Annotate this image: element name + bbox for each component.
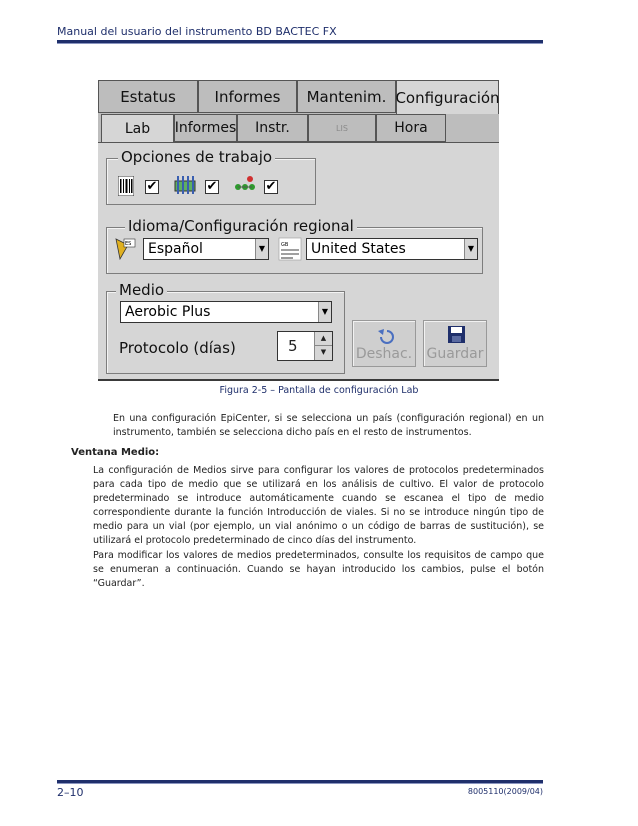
subtab-informes[interactable]: Informes: [174, 114, 237, 142]
document-number: 8005110(2009/04): [467, 787, 543, 796]
country-select[interactable]: [306, 238, 478, 260]
work-options-legend: Opciones de trabajo: [118, 148, 275, 166]
locale-legend: Idioma/Configuración regional: [125, 217, 357, 235]
medium-paragraph-1: La configuración de Medios sirve para configurar los valores de protocolos predeterminados para cada tipo de medio que se utilizará en los análisis de cultivo. El valor de protocolo predeterminado se introduce automáticamente cuando se escanea el tipo de medio correspondiente durante la función Introducción de viales. Si no se introduce ningún tipo de medio para un vial (por ejemplo, un vial anónimo o un código de barras de sustitución), se utilizará el protocolo predeterminado de cinco días del instrumento.: [93, 465, 544, 546]
undo-icon: [353, 325, 417, 345]
subtab-lab[interactable]: Lab: [101, 114, 174, 142]
medium-value: Aerobic Plus: [125, 304, 211, 320]
regional-settings-icon: [278, 237, 302, 261]
barcode-icon: [118, 176, 134, 196]
medium-select[interactable]: [120, 301, 332, 323]
vial-rack-icon: [174, 175, 196, 197]
region-label: GB: [281, 242, 289, 248]
stepper-up-icon[interactable]: ▲: [314, 332, 332, 346]
chevron-down-icon: ▼: [255, 239, 268, 259]
save-button[interactable]: [423, 320, 487, 367]
protocol-stepper[interactable]: [277, 331, 333, 361]
header-rule: [57, 40, 543, 44]
sub-tab-bar: [98, 114, 499, 142]
network-checkbox[interactable]: ✔: [265, 179, 277, 194]
undo-button[interactable]: [352, 320, 416, 367]
epicenter-paragraph: En una configuración EpiCenter, si se selecciona un país (configuración regional) en un instrumento, también se selecciona dicho país en el resto de instrumentos.: [113, 413, 544, 438]
medium-paragraph-2: Para modificar los valores de medios predeterminados, consulte los requisitos de campo que se enumeran a continuación. Cuando se hayan introducido los cambios, pulse el botón “Guardar”.: [93, 550, 544, 589]
barcode-checkbox[interactable]: ✔: [146, 179, 158, 194]
page-number: 2–10: [57, 786, 84, 799]
footer-rule: [57, 780, 543, 784]
medium-legend: Medio: [116, 281, 167, 299]
save-label: Guardar: [426, 346, 484, 362]
network-icon: [234, 175, 256, 195]
language-select[interactable]: [143, 238, 269, 260]
lab-config-screenshot: [98, 80, 499, 381]
flag-label: ES: [125, 241, 132, 247]
tab-estatus[interactable]: Estatus: [98, 80, 198, 113]
chevron-down-icon: ▼: [464, 239, 477, 259]
figure-caption: Figura 2-5 – Pantalla de configuración Lab: [219, 385, 419, 396]
running-header: Manual del usuario del instrumento BD BACTEC FX: [57, 25, 337, 38]
main-tab-bar: [98, 80, 499, 113]
protocol-label: Protocolo (días): [119, 339, 236, 357]
protocol-value: 5: [288, 337, 298, 355]
vial-rack-checkbox[interactable]: ✔: [206, 179, 218, 194]
country-value: United States: [311, 241, 406, 257]
language-value: Español: [148, 241, 203, 257]
tab-mantenim[interactable]: Mantenim.: [297, 80, 396, 113]
stepper-down-icon[interactable]: ▼: [314, 346, 332, 360]
tab-informes[interactable]: Informes: [198, 80, 297, 113]
save-icon: [424, 325, 488, 345]
subtab-hora[interactable]: Hora: [376, 114, 446, 142]
language-flag-icon: [114, 237, 136, 261]
tab-configuracion[interactable]: Configuración: [396, 80, 499, 114]
undo-label: Deshac.: [355, 346, 413, 362]
section-heading: Ventana Medio:: [71, 447, 160, 458]
chevron-down-icon: ▼: [318, 302, 331, 322]
subtab-lis[interactable]: LIS: [308, 114, 376, 142]
subtab-instr[interactable]: Instr.: [237, 114, 308, 142]
